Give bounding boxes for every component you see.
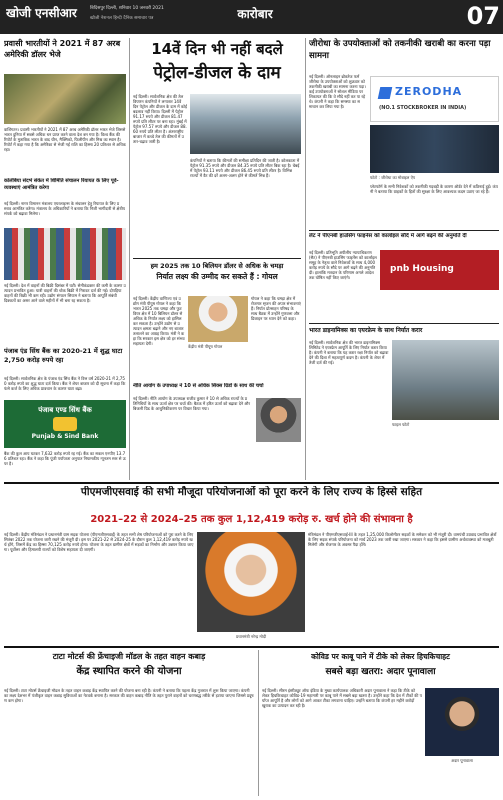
pnb-headline-text: लेट ने पीएनबी हाउसिंग फाइनेंस को कार्लाइल सौदे में आगे बढ़ने की अनुमति दी: [309, 233, 467, 239]
fuel-body-col2: कंपनियों ने बताया कि कीमतों की समीक्षा प्रतिदिन की जाती है। कोलकाता में पेट्रोल 91.35 रुपये और डीजल 84.35 रुपये प्रति लीटर बिक रहा है। चेन्नई में पेट्रोल 93.11 रुपये और डीजल 86.45 रुपये प्रति लीटर है। विभिन्न राज्यों में वैट की दरें अलग-अलग होने से कीमतें भिन्न हैं।: [190, 158, 300, 178]
bdl-caption: फाइल फोटो: [392, 422, 410, 427]
goyal-photo: [188, 296, 248, 342]
rule-mid: [305, 38, 306, 480]
zerodha-caption: फोटो : जीरोधा का मोबाइल ऐप: [370, 175, 416, 180]
covid-headline-line1: कोविड पर काबू पाने में टीके को लेकर हिचकिचाहट: [311, 652, 450, 661]
masthead: [0, 0, 503, 34]
zerodha-logo-icon: [378, 87, 393, 99]
pm-modi-caption: प्रधानमंत्री नरेन्द्र मोदी: [236, 634, 266, 639]
cars-photo: [4, 228, 126, 280]
poonawalla-caption: अदार पूनावाला: [451, 758, 473, 763]
goyal-body: नई दिल्ली। केंद्रीय वाणिज्य एवं उद्योग मंत्री पीयूष गोयल ने कहा कि भारत 2025 तक चमड़ा और फुटवियर क्षेत्र में 10 बिलियन डॉलर से अधिक के निर्यात लक्ष्य को हासिल कर सकता है। उन्होंने उद्योग से उत्पादन क्षमता बढ़ाने और नए बाजार तलाशने का आग्रह किया। मंत्री ने कहा कि सरकार इस क्षेत्र को हर संभव सहायता देगी।: [133, 296, 185, 346]
plane-headline-text: कोलंबिया संदर्भ संकेत में शिमिति संचालन रियायत के लिए पूर्व-व्यवस्थाएं आमंत्रित करेगा: [4, 178, 119, 191]
bdl-headline-text: भारत डाइनामिक्स का एयरफ्रेम के साथ निर्यात करार: [309, 327, 423, 334]
zerodha-headline-text: जीरोधा के उपयोक्ताओं को तकनीकी खराबी का करना पड़ा सामना: [309, 39, 491, 61]
rule-pnb: [309, 230, 499, 231]
niti-body: नई दिल्ली। नीति आयोग के उपाध्यक्ष राजीव कुमार ने 10 से अधिक राज्यों के प्रतिनिधियों के साथ ऊर्जा क्षेत्र पर चर्चा की। बैठक में हरित ऊर्जा को बढ़ावा देने और बिजली ग्रिड के आधुनिकीकरण पर विचार किया गया।: [133, 396, 251, 411]
tata-headline-line2: केंद्र स्थापित करने की योजना: [76, 666, 182, 677]
covid-headline: [262, 650, 499, 684]
poonawalla-photo: [425, 688, 499, 756]
rule-bottom-mid: [258, 650, 259, 796]
psb-name-en: Punjab & Sind Bank: [31, 433, 99, 440]
psb-logo-banner: [4, 400, 126, 448]
section-title: कारोबार: [237, 7, 273, 21]
zerodha-phone-photo: [370, 125, 499, 173]
bdl-headline: [309, 326, 499, 338]
pnb-logo-text: pnb Housing: [390, 264, 454, 274]
psb-headline: [4, 347, 126, 375]
money-photo: [4, 74, 126, 124]
nri-body: वाशिंगटन। प्रवासी भारतीयों ने 2021 में 87 अरब अमेरिकी डॉलर भारत भेजे जिससे भारत दुनिया में सबसे अधिक धन प्राप्त करने वाला देश बन गया है। विश्व बैंक की रिपोर्ट के मुताबिक भारत के बाद चीन, मैक्सिको, फिलीपीन और मिस्र का स्थान है। रिपोर्ट में कहा गया है कि अमेरिका से भेजी गई राशि का हिस्सा 20 प्रतिशत से अधिक रहा।: [4, 127, 126, 152]
rule-goyal-top: [133, 258, 301, 259]
masthead-logo: खोजी एनसीआर: [6, 6, 77, 20]
rule-pmgsy-top: [4, 482, 499, 484]
fuel-pump-photo: [190, 94, 301, 154]
pmgsy-subhead: 2021–22 से 2024–25 तक कुल 1,12,419 करोड़ रु. खर्च होने की संभावना है: [90, 514, 413, 525]
zerodha-logo-sub: (NO.1 STOCKBROKER IN INDIA): [379, 105, 467, 111]
tata-headline-line1: टाटा मोटर्स की फ्रेंचाइजी मॉडल के तहत वाहन कबाड़: [52, 652, 206, 661]
pnb-logo-photo: [380, 250, 499, 290]
goyal-headline-line2: निर्यात लक्ष्य की उम्मीद कर सकते हैं : गोयल: [156, 272, 278, 281]
rule-bottom: [4, 646, 499, 648]
fuel-body-col1: नई दिल्ली। सार्वजनिक क्षेत्र की तेल विपणन कंपनियों ने लगातार 14वें दिन पेट्रोल और डीजल के दाम में कोई बदलाव नहीं किया। दिल्ली में पेट्रोल 91.17 रुपये और डीजल 81.47 रुपये प्रति लीटर पर बना रहा। मुंबई में पेट्रोल 97.57 रुपये और डीजल 88.60 रुपये प्रति लीटर है। अंतरराष्ट्रीय बाजार में कच्चे तेल की कीमतों में उतार-चढ़ाव जारी है।: [133, 94, 187, 144]
goyal-caption: केंद्रीय मंत्री पीयूष गोयल: [188, 344, 223, 349]
goyal-body-2: गोयल ने कहा कि चमड़ा क्षेत्र में रोजगार सृजन की अपार संभावनाएं हैं। निर्यात प्रोत्साहन परिषद के साथ बैठक में उन्होंने गुणवत्ता और डिजाइन पर ध्यान देने को कहा।: [251, 296, 301, 321]
psb-body-2: बैंक की कुल आय घटकर 7,632 करोड़ रुपये रह गई। बैंक का सकल एनपीए 13.76 प्रतिशत रहा। बैंक ने कहा कि पूंजी पर्याप्तता अनुपात नियामकीय न्यूनतम स्तर से ऊपर है।: [4, 451, 126, 466]
rule-bdl: [309, 323, 499, 324]
zerodha-body: नई दिल्ली। ऑनलाइन ब्रोकरेज फर्म जीरोधा के उपयोक्ताओं को शुक्रवार को तकनीकी खराबी का सामना करना पड़ा। कई उपयोक्ताओं ने सोशल मीडिया पर शिकायत की कि वे सौदे नहीं कर पा रहे थे। कंपनी ने कहा कि समस्या का समाधान कर लिया गया है।: [309, 74, 366, 109]
bdl-photo: [392, 340, 499, 420]
covid-headline-line2: सबसे बड़ा खतरा: अदार पूनावाला: [325, 667, 436, 677]
nri-headline: [4, 38, 126, 72]
psb-name-hi: पंजाब एण्ड सिंध बैंक: [38, 406, 92, 414]
pm-modi-photo: [197, 532, 305, 632]
rule-left: [129, 38, 130, 480]
zerodha-body-2: प्लेटफॉर्म के सभी निवेशकों को तकनीकी गड़बड़ी के कारण ऑर्डर देने में कठिनाई हुई। कंपनी ने बताया कि ग्राहकों के हितों की सुरक्षा के लिए आवश्यक कदम उठाए जा रहे हैं।: [370, 184, 498, 194]
nri-headline-text: प्रवासी भारतीयों ने 2021 में 87 अरब अमेरिकी डॉलर भेजे: [4, 39, 121, 59]
zerodha-logo-name: ZERODHA: [395, 85, 463, 98]
fuel-headline-line2: पेट्रोल-डीजल के दाम: [153, 63, 281, 83]
pnb-headline: [309, 233, 499, 249]
pmgsy-headline: पीएमजीएसवाई की सभी मौजूदा परियोजनाओं को पूरा करने के लिए राज्य के हिस्से सहित: [80, 486, 423, 498]
psb-body: नई दिल्ली। सार्वजनिक क्षेत्र के पंजाब एंड सिंध बैंक ने वित्त वर्ष 2020-21 में 2,750 करोड़ रुपये का शुद्ध घाटा दर्ज किया। बैंक ने शेयर बाजार को दी सूचना में कहा कि फंसे कर्ज के लिए अधिक प्रावधान के कारण घाटा बढ़ा।: [4, 376, 126, 391]
zerodha-logo-box: [370, 76, 499, 122]
bdl-body: नई दिल्ली। सार्वजनिक क्षेत्र की भारत डाइनामिक्स लिमिटेड ने एयरफ्रेम आपूर्ति के लिए निर्यात करार किया है। कंपनी ने बताया कि यह करार रक्षा निर्यात को बढ़ावा देने की दिशा में महत्वपूर्ण कदम है। कंपनी के शेयर में तेजी दर्ज की गई।: [309, 340, 389, 365]
psb-emblem: [53, 417, 77, 431]
masthead-dateline: बिदिसपुर दिल्ली, शनिवार 10 जनवरी 2021: [90, 6, 164, 11]
cars-body: नई दिल्ली। देश में वाहनों की बिक्री दिसंबर में घटी। सेमीकंडक्टर की कमी के कारण उत्पादन प्रभावित हुआ। यात्री वाहनों की थोक बिक्री में गिरावट दर्ज की गई। दोपहिया वाहनों की बिक्री भी कम रही। उद्योग संगठन सियाम ने बताया कि आपूर्ति संबंधी दिक्कतों का असर आने वाले महीनों में भी बना रह सकता है।: [4, 283, 126, 303]
goyal-headline: [133, 262, 301, 292]
plane-headline: [4, 178, 126, 200]
pmgsy-body-left: नई दिल्ली। केंद्रीय मंत्रिमंडल ने प्रधानमंत्री ग्राम सड़क योजना (पीएमजीएसवाई) के तहत सभी शेष परियोजनाओं को पूरा करने के लिए सितंबर 2022 तक योजना जारी रखने की मंजूरी दी। इस पर 2021-22 से 2024-25 के दौरान कुल 1,12,419 करोड़ रुपये खर्च होंगे, जिसमें केंद्र का हिस्सा 70,125 करोड़ रुपये होगा। योजना के तहत ग्रामीण क्षेत्रों में सड़कों का निर्माण और उन्नयन किया जाएगा। पूर्वोत्तर और हिमालयी राज्यों को विशेष सहायता दी जाएगी।: [4, 532, 194, 552]
goyal-headline-line1: हम 2025 तक 10 बिलियन डॉलर से अधिक के चमड़ा: [150, 262, 284, 270]
tata-headline: [4, 650, 254, 684]
psb-headline-text: पंजाब एंड सिंध बैंक का 2020-21 में शुद्ध घाटा 2,750 करोड़ रुपये रहा: [4, 347, 123, 364]
page-number: 07: [466, 2, 500, 30]
pmgsy-body-right: मंत्रिमंडल ने पीएमजीएसवाई-III के तहत 1,25,000 किलोमीटर सड़कों के समेकन को भी मंजूरी दी। वामपंथी उग्रवाद प्रभावित क्षेत्रों के लिए सड़क संपर्क परियोजना को मार्च 2023 तक जारी रखा जाएगा। सरकार ने कहा कि इससे ग्रामीण अर्थव्यवस्था को मजबूती मिलेगी और रोजगार के अवसर पैदा होंगे।: [308, 532, 497, 547]
covid-body: नई दिल्ली। सीरम इंस्टीट्यूट ऑफ इंडिया के मुख्य कार्यपालक अधिकारी अदार पूनावाला ने कहा कि टीके को लेकर हिचकिचाहट कोविड-19 महामारी पर काबू पाने में सबसे बड़ा खतरा है। उन्होंने कहा कि देश में टीकों की पर्याप्त आपूर्ति है और लोगों को आगे आकर टीका लगवाना चाहिए। उन्होंने बताया कि कंपनी हर महीने करोड़ों खुराक का उत्पादन कर रही है।: [262, 688, 422, 708]
zerodha-headline: [309, 38, 499, 72]
fuel-headline: [133, 38, 301, 88]
niti-subhead: [133, 383, 301, 395]
plane-body: नई दिल्ली। नागर विमानन मंत्रालय एयरलाइन्स के संचालन हेतु रियायत के लिए प्रस्ताव आमंत्रित करेगा। मंत्रालय के अधिकारियों ने बताया कि निजी भागीदारी से क्षेत्रीय संपर्क को बढ़ावा मिलेगा।: [4, 201, 125, 216]
masthead-tagline: खोजी नेशनल हिन्दी दैनिक समाचार पत्र: [90, 16, 154, 21]
pnb-body: नई दिल्ली। प्रतिभूति अपीलीय न्यायाधिकरण (सैट) ने पीएनबी हाउसिंग फाइनेंस को कार्लाइल समूह के नेतृत्व वाले निवेशकों के साथ 4,000 करोड़ रुपये के सौदे पर आगे बढ़ने की अनुमति दी। हालांकि मतदान के परिणाम अगले आदेश तक घोषित नहीं किए जाएंगे।: [309, 250, 377, 280]
fuel-headline-line1: 14वें दिन भी नहीं बदले: [151, 40, 283, 58]
tata-body: नई दिल्ली। टाटा मोटर्स फ्रेंचाइजी मॉडल के तहत वाहन कबाड़ केंद्र स्थापित करने की योजना बना रही है। कंपनी ने बताया कि पहला केंद्र गुजरात में शुरू किया जाएगा। कंपनी का लक्ष्य देशभर में पंजीकृत वाहन कबाड़ सुविधाओं का नेटवर्क बनाना है। सरकार की वाहन कबाड़ नीति के तहत पुराने वाहनों को चरणबद्ध तरीके से हटाया जाएगा जिससे प्रदूषण कम होगा।: [4, 688, 254, 703]
niti-subhead-text: नीति आयोग के उपाध्यक्ष ने 10 से अधिक सिक्स ग्रिडों के साथ की चर्चा: [133, 383, 264, 389]
niti-photo: [256, 398, 301, 442]
